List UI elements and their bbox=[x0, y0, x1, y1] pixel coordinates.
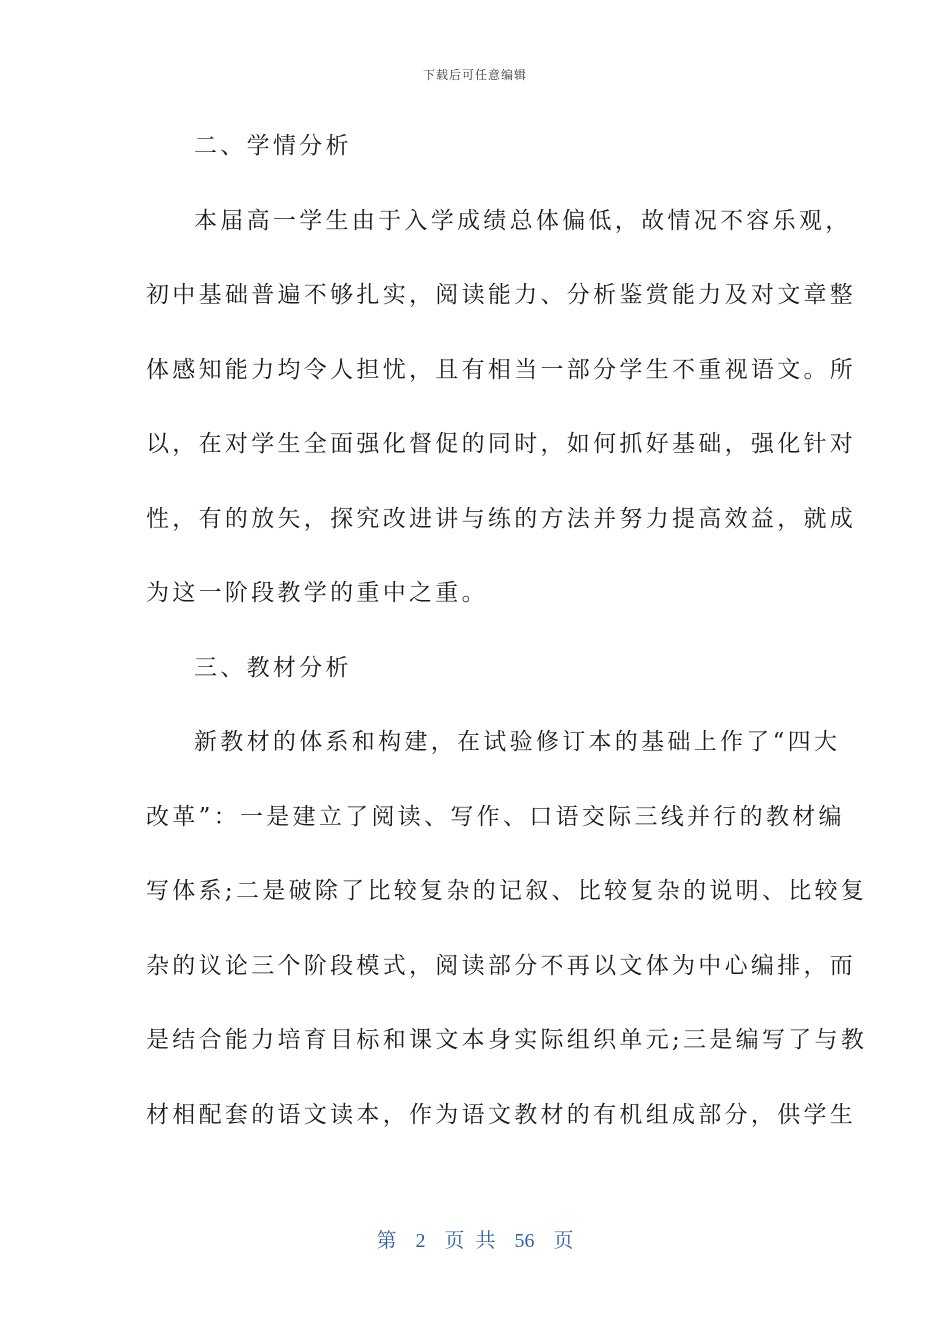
body-line: 写体系;二是破除了比较复杂的记叙、比较复杂的说明、比较复 bbox=[146, 878, 868, 904]
body-line: 改革”：一是建立了阅读、写作、口语交际三线并行的教材编 bbox=[146, 803, 845, 830]
body-line: 性，有的放矢，探究改进讲与练的方法并努力提高效益，就成 bbox=[146, 505, 857, 532]
body-line: 二、学情分析 bbox=[194, 133, 352, 159]
body-line: 为这一阶段教学的重中之重。 bbox=[146, 580, 488, 606]
footer-total-pages: 56 bbox=[514, 1230, 535, 1252]
body-line: 本届高一学生由于入学成绩总体偏低，故情况不容乐观， bbox=[194, 207, 852, 234]
document-body bbox=[146, 122, 868, 1165]
body-line: 三、教材分析 bbox=[194, 654, 352, 681]
body-line: 材相配套的语文读本，作为语文教材的有机组成部分，供学生 bbox=[146, 1101, 857, 1128]
body-line: 杂的议论三个阶段模式，阅读部分不再以文体为中心编排，而 bbox=[146, 952, 857, 979]
footer-page-number: 2 bbox=[415, 1230, 426, 1252]
page-footer bbox=[0, 1224, 950, 1253]
body-line: 新教材的体系和构建，在试验修订本的基础上作了“四大 bbox=[194, 729, 841, 755]
body-line: 体感知能力均令人担忧，且有相当一部分学生不重视语文。所 bbox=[146, 356, 857, 383]
body-line: 以，在对学生全面强化督促的同时，如何抓好基础，强化针对 bbox=[146, 431, 857, 457]
body-line: 是结合能力培育目标和课文本身实际组织单元;三是编写了与教 bbox=[146, 1027, 868, 1053]
footer-prefix: 第 bbox=[376, 1230, 397, 1252]
footer-suffix: 页 bbox=[553, 1230, 574, 1252]
body-line: 初中基础普遍不够扎实，阅读能力、分析鉴赏能力及对文章整 bbox=[146, 282, 857, 308]
header-note: 下载后可任意编辑 bbox=[422, 68, 527, 82]
footer-middle: 页 共 bbox=[444, 1230, 496, 1252]
